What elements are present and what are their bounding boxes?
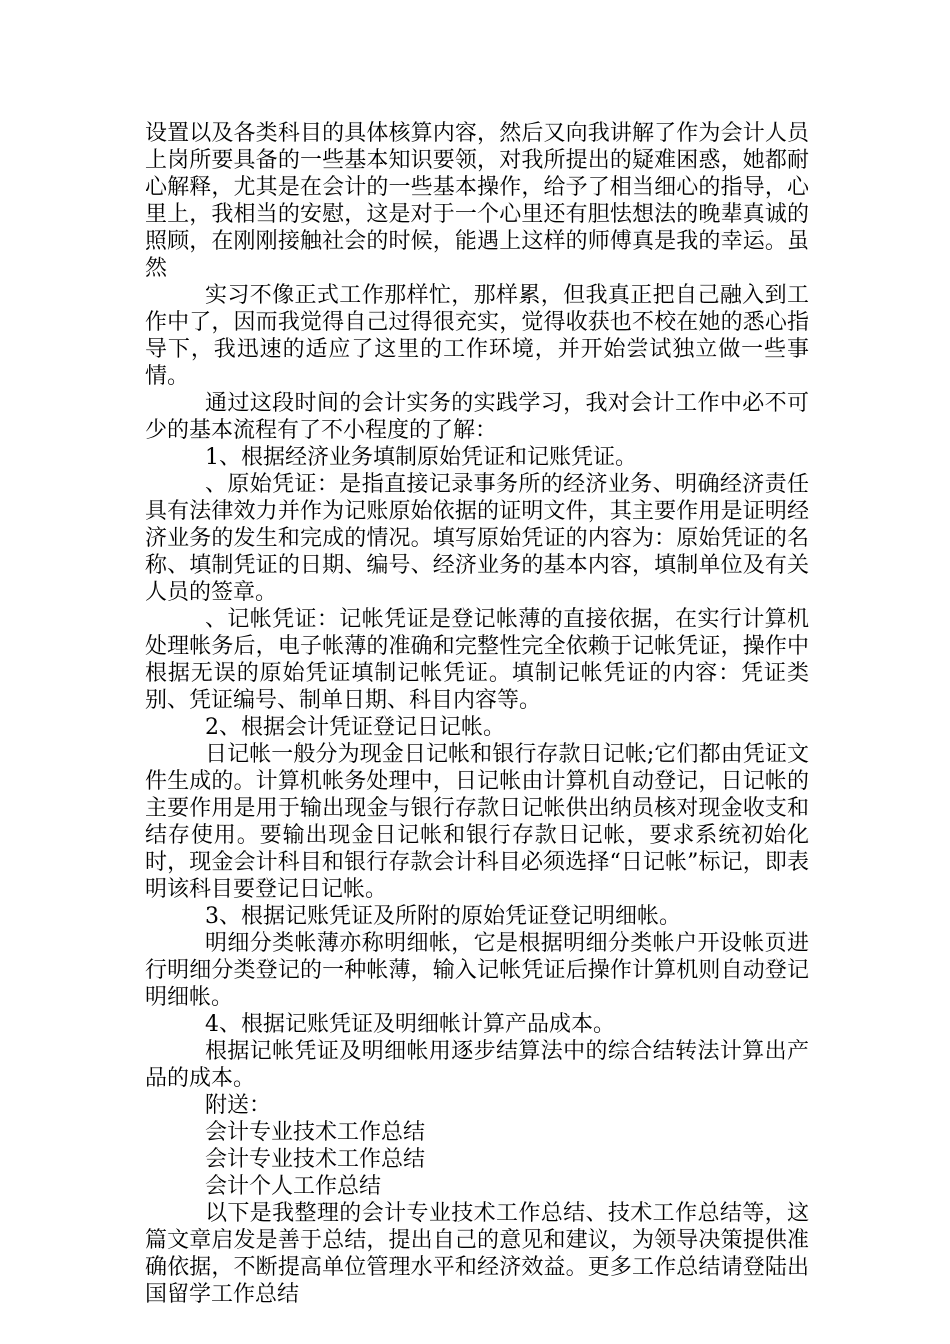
paragraph-closing: 以下是我整理的会计专业技术工作总结、技术工作总结等，这篇文章启发是善于总结，提出自己的意见和建议，为领导决策提供准确依据，不断提高单位管理水平和经济效益。更多工作总结请登陆出国留学工作总结 xyxy=(145,1201,809,1307)
paragraph-2: 实习不像正式工作那样忙，那样累，但我真正把自己融入到工作中了，因而我觉得自己过得很充实，觉得收获也不校在她的悉心指导下，我迅速的适应了这里的工作环境，并开始尝试独立做一些事情。 xyxy=(145,283,809,389)
document-body xyxy=(145,120,809,1308)
paragraph-cost: 根据记帐凭证及明细帐用逐步结算法中的综合结转法计算出产品的成本。 xyxy=(145,1039,809,1091)
list-item-1: 1、根据经济业务填制原始凭证和记账凭证。 xyxy=(205,445,637,470)
list-item-3: 3、根据记账凭证及所附的原始凭证登记明细帐。 xyxy=(205,904,681,929)
paragraph-ledger: 明细分类帐薄亦称明细帐，它是根据明细分类帐户开设帐页进行明细分类登记的一种帐薄，输入记帐凭证后操作计算机则自动登记明细帐。 xyxy=(145,931,809,1010)
appendix-link-2: 会计专业技术工作总结 xyxy=(205,1147,426,1172)
paragraph-original-voucher: 、原始凭证：是指直接记录事务所的经济业务、明确经济责任具有法律效力并作为记账原始依据的证明文件，其主要作用是证明经济业务的发生和完成的情况。填写原始凭证的内容为：原始凭证的名称、填制凭证的日期、编号、经济业务的基本内容，填制单位及有关人员的签章。 xyxy=(145,472,809,605)
appendix-link-1: 会计专业技术工作总结 xyxy=(205,1120,426,1145)
paragraph-3: 通过这段时间的会计实务的实践学习，我对会计工作中必不可少的基本流程有了不小程度的了解： xyxy=(145,391,809,443)
list-item-4: 4、根据记账凭证及明细帐计算产品成本。 xyxy=(205,1012,615,1037)
paragraph-bookkeeping-voucher: 、记帐凭证：记帐凭证是登记帐薄的直接依据，在实行计算机处理帐务后，电子帐薄的准确和完整性完全依赖于记帐凭证，操作中根据无误的原始凭证填制记帐凭证。填制记帐凭证的内容：凭证类别、凭证编号、制单日期、科目内容等。 xyxy=(145,607,809,713)
appendix-label: 附送： xyxy=(205,1093,272,1118)
paragraph-journal: 日记帐一般分为现金日记帐和银行存款日记帐;它们都由凭证文件生成的。计算机帐务处理中，日记帐由计算机自动登记，日记帐的主要作用是用于输出现金与银行存款日记帐供出纳员核对现金收支和结存使用。要输出现金日记帐和银行存款日记帐，要求系统初始化时，现金会计科目和银行存款会计科目必须选择“日记帐”标记，即表明该科目要登记日记帐。 xyxy=(145,742,809,902)
list-item-2: 2、根据会计凭证登记日记帐。 xyxy=(205,715,505,740)
paragraph-1: 设置以及各类科目的具体核算内容，然后又向我讲解了作为会计人员上岗所要具备的一些基本知识要领，对我所提出的疑难困惑，她都耐心解释，尤其是在会计的一些基本操作，给予了相当细心的指导，心里上，我相当的安慰，这是对于一个心里还有胆怯想法的晚辈真诚的照顾，在刚刚接触社会的时候，能遇上这样的师傅真是我的幸运。虽然 xyxy=(145,121,809,281)
appendix-link-3: 会计个人工作总结 xyxy=(205,1174,382,1199)
